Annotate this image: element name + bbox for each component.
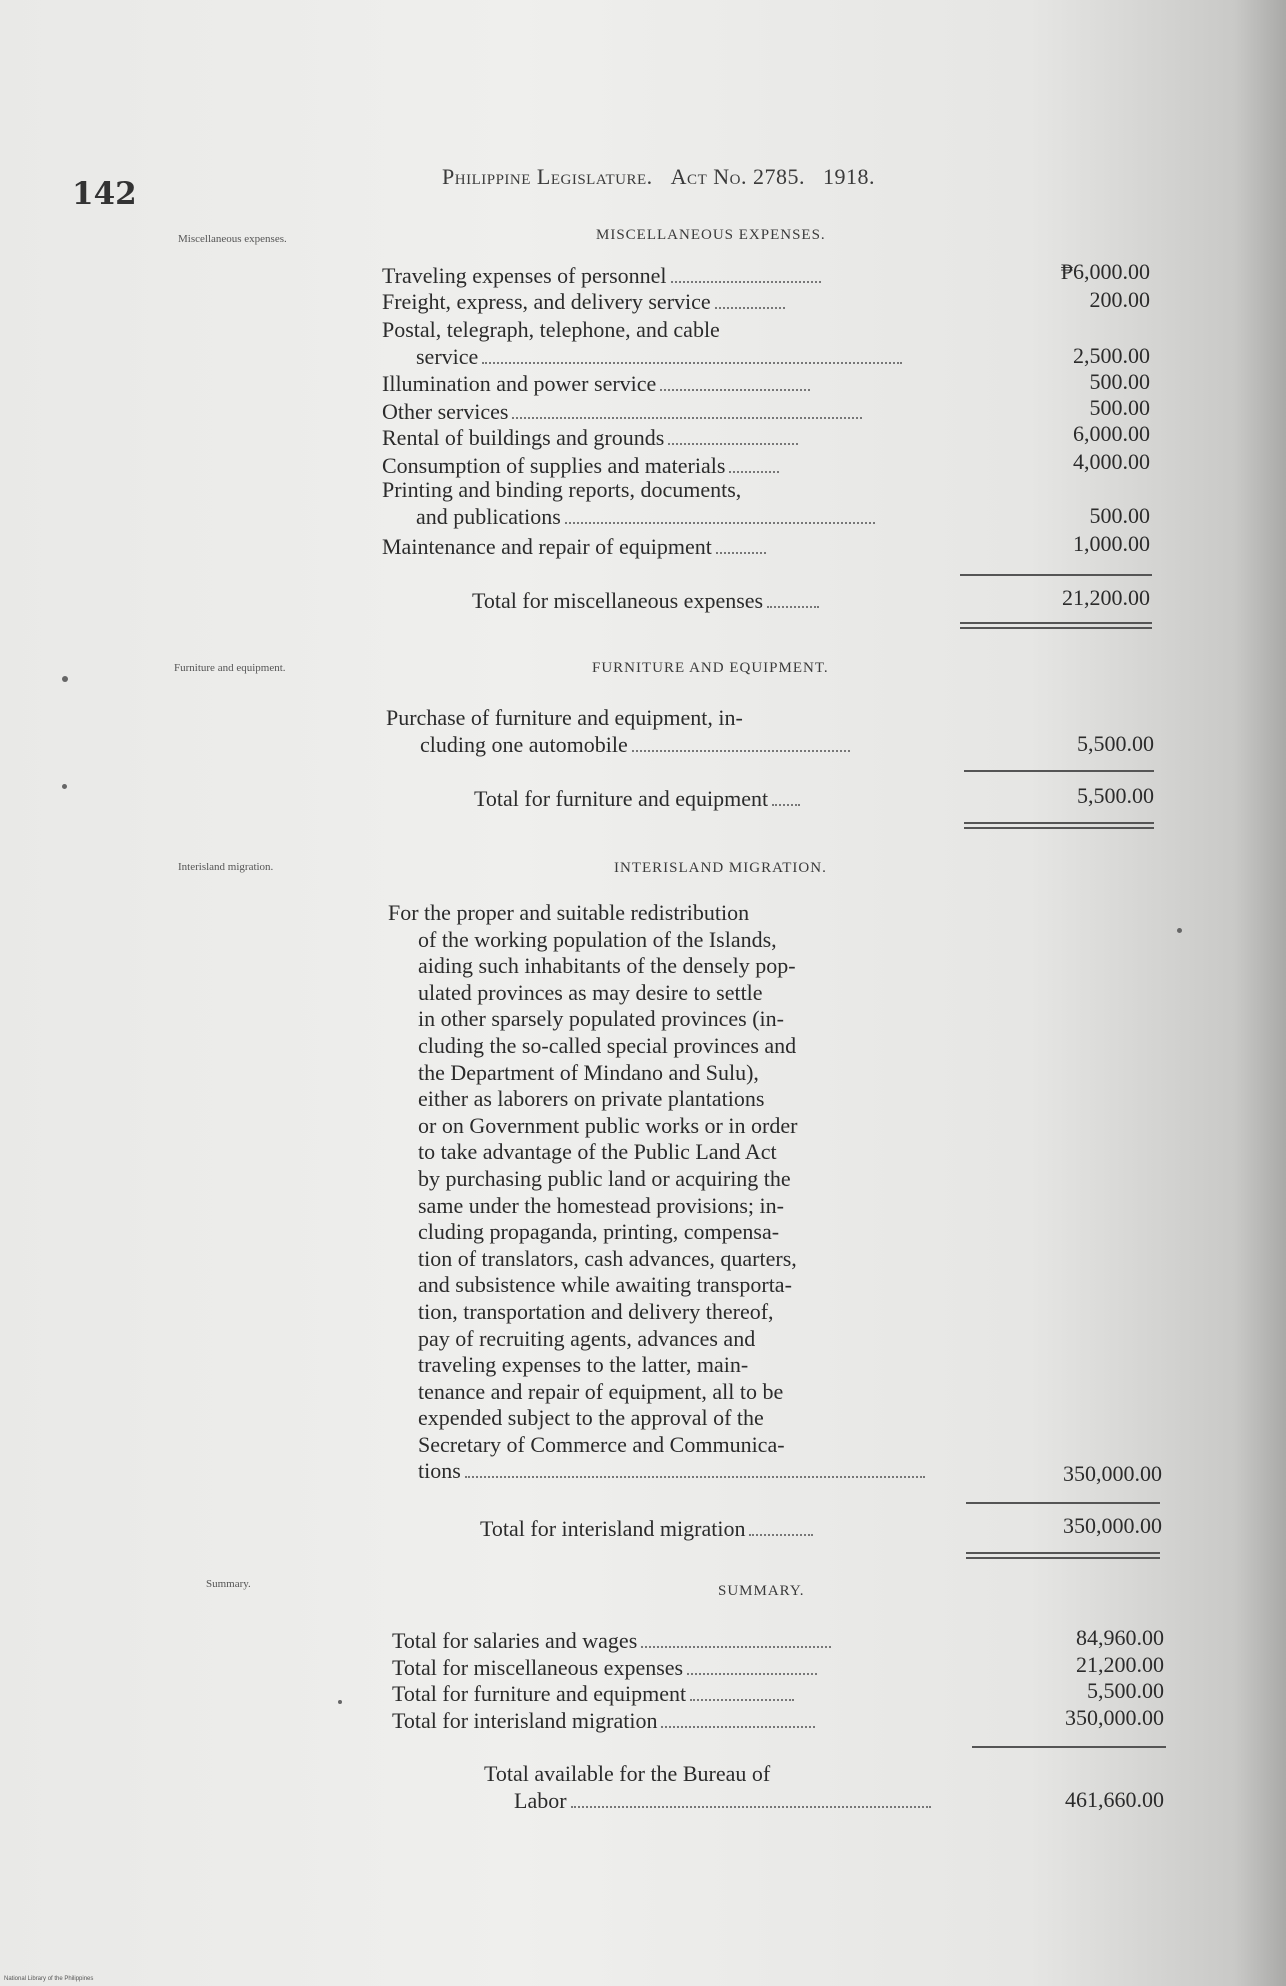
- margin-note-miscellaneous: Miscellaneous expenses.: [178, 233, 287, 245]
- page-number: 142: [72, 176, 137, 212]
- running-head-act: Act No. 2785.: [670, 164, 805, 189]
- summary-item: Total for interisland migration: [392, 1707, 815, 1734]
- summary-item-amount: 84,960.00: [1076, 1625, 1164, 1650]
- rule-line: [972, 1746, 1166, 1748]
- migration-paragraph: For the proper and suitable redistribution of the working population of the Islands, aiding such inhabitants of the densely pop- ulated provinces as may desire to settle in other sparsely populated provinces (in- cluding the so-called special provinces and the Department of Mindano and Sulu), either as laborers on private plantations or on Government public works or in order to take advantage of the Public Land Act by purchasing public land or acquiring the same under the homestead provisions; in- cluding propaganda, printing, compensa- tion of translators, cash advances, quarters, and subsistence while awaiting transporta- tion, transportation and delivery thereof, pay of recruiting agents, advances and traveling expenses to the latter, main- tenance and repair of equipment, all to be expended subject to the approval of the Secretary of Commerce and Communica- tions: [388, 900, 962, 1485]
- section-heading-summary: SUMMARY.: [718, 1583, 805, 1599]
- double-rule-bottom: [964, 827, 1154, 829]
- section-heading-furniture: FURNITURE AND EQUIPMENT.: [592, 660, 829, 676]
- misc-item: Consumption of supplies and materials: [382, 452, 779, 479]
- summary-item-amount: 21,200.00: [1076, 1652, 1164, 1677]
- misc-item-amount: 500.00: [1089, 369, 1150, 394]
- migration-total: Total for interisland migration: [480, 1515, 813, 1542]
- misc-item: Printing and binding reports, documents, and publications: [382, 476, 875, 530]
- misc-item-amount: 500.00: [1089, 395, 1150, 420]
- misc-item: Postal, telegraph, telephone, and cable service: [382, 316, 954, 370]
- double-rule-top: [964, 822, 1154, 824]
- misc-item: Rental of buildings and grounds: [382, 424, 798, 451]
- scan-speck: [62, 676, 68, 682]
- double-rule-bottom: [960, 627, 1152, 629]
- summary-item-amount: 350,000.00: [1065, 1705, 1164, 1730]
- margin-note-summary: Summary.: [206, 1578, 251, 1590]
- furniture-item-amount: 5,500.00: [1077, 731, 1154, 756]
- summary-grand-total: Total available for the Bureau of Labor: [484, 1760, 970, 1814]
- misc-item-amount: 500.00: [1089, 503, 1150, 528]
- rule-line: [966, 1502, 1160, 1504]
- furniture-total-amount: 5,500.00: [1077, 783, 1154, 808]
- misc-item: Freight, express, and delivery service: [382, 288, 785, 315]
- misc-item-amount: 200.00: [1089, 287, 1150, 312]
- misc-item-amount: ₱6,000.00: [1060, 259, 1150, 284]
- furniture-item: Purchase of furniture and equipment, in- cluding one automobile: [386, 704, 850, 758]
- margin-note-furniture: Furniture and equipment.: [174, 662, 286, 674]
- running-head: [442, 164, 875, 190]
- misc-total: Total for miscellaneous expenses: [472, 587, 819, 614]
- double-rule-top: [966, 1552, 1160, 1554]
- summary-grand-total-amount: 461,660.00: [1065, 1787, 1164, 1812]
- misc-item: Other services: [382, 398, 862, 425]
- scan-speck: [62, 784, 67, 789]
- summary-item: Total for miscellaneous expenses: [392, 1654, 817, 1681]
- misc-item: Traveling expenses of personnel: [382, 262, 821, 289]
- running-head-year: 1918.: [822, 164, 875, 189]
- misc-item-amount: 1,000.00: [1073, 531, 1150, 556]
- misc-item-amount: 4,000.00: [1073, 449, 1150, 474]
- summary-item: Total for salaries and wages: [392, 1627, 831, 1654]
- section-heading-migration: INTERISLAND MIGRATION.: [614, 860, 827, 876]
- summary-item: Total for furniture and equipment: [392, 1680, 794, 1707]
- rule-line: [960, 574, 1152, 576]
- furniture-total: Total for furniture and equipment: [474, 785, 800, 812]
- misc-item: Illumination and power service: [382, 370, 810, 397]
- misc-item-amount: 2,500.00: [1073, 343, 1150, 368]
- migration-item-amount: 350,000.00: [1063, 1461, 1162, 1486]
- scan-speck: [338, 1700, 342, 1704]
- double-rule-bottom: [966, 1557, 1160, 1559]
- misc-item-amount: 6,000.00: [1073, 421, 1150, 446]
- scan-speck: [1177, 928, 1182, 933]
- running-head-title: Philippine Legislature.: [442, 164, 653, 189]
- summary-item-amount: 5,500.00: [1087, 1678, 1164, 1703]
- section-heading-miscellaneous: MISCELLANEOUS EXPENSES.: [596, 227, 826, 243]
- footer-credit: National Library of the Philippines: [4, 1976, 94, 1982]
- misc-item: Maintenance and repair of equipment: [382, 533, 766, 560]
- migration-total-amount: 350,000.00: [1063, 1513, 1162, 1538]
- margin-note-migration: Interisland migration.: [178, 861, 274, 873]
- rule-line: [964, 770, 1154, 772]
- double-rule-top: [960, 622, 1152, 624]
- misc-total-amount: 21,200.00: [1062, 585, 1150, 610]
